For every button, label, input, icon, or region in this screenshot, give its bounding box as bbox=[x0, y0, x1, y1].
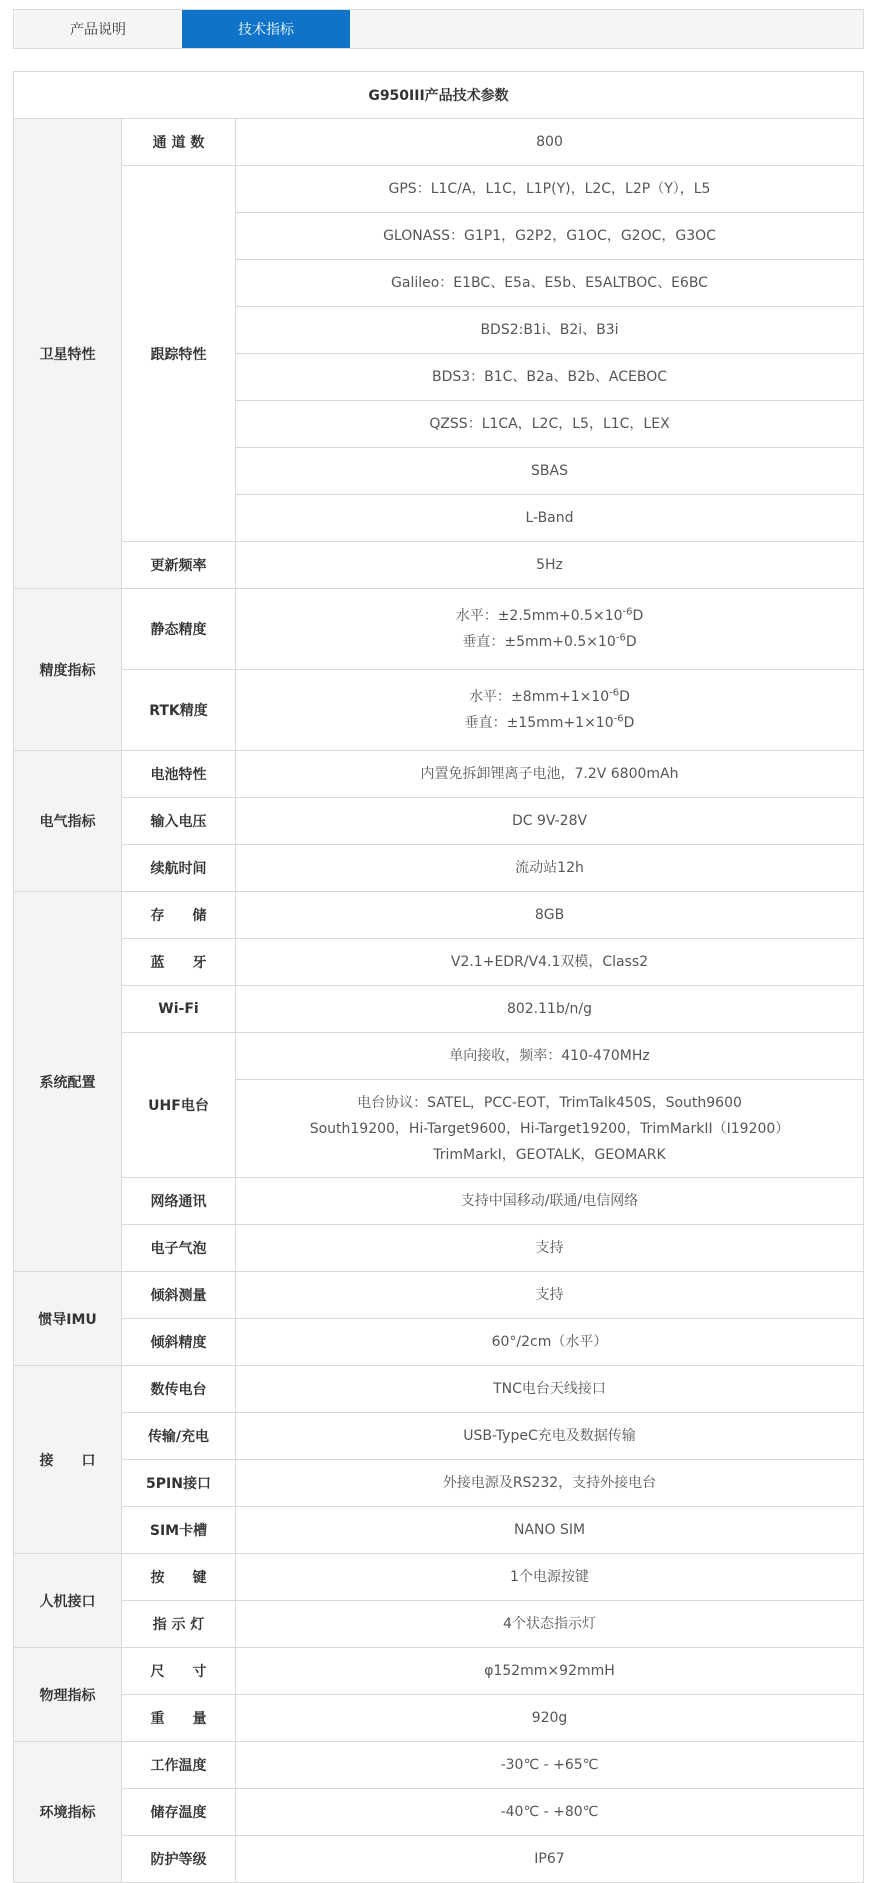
tab-bar bbox=[13, 9, 864, 49]
value-sim: NANO SIM bbox=[236, 1507, 864, 1554]
label-electronic-bubble: 电子气泡 bbox=[122, 1225, 236, 1272]
value-5pin: 外接电源及RS232，支持外接电台 bbox=[236, 1460, 864, 1507]
label-channels: 通 道 数 bbox=[122, 119, 236, 166]
label-rtk-accuracy: RTK精度 bbox=[122, 670, 236, 751]
value-static-accuracy bbox=[236, 589, 864, 670]
category-system: 系统配置 bbox=[14, 892, 122, 1272]
static-horizontal: 水平：$\pm 2.5mm+0.5\times 10^{-6}D$ bbox=[455, 606, 644, 624]
table-row bbox=[14, 1178, 864, 1225]
table-row bbox=[14, 939, 864, 986]
value-tracking-galileo: Galileo：E1BC、E5a、E5b、E5ALTBOC、E6BC bbox=[236, 260, 864, 307]
table-row bbox=[14, 1507, 864, 1554]
table-row bbox=[14, 1601, 864, 1648]
table-row bbox=[14, 798, 864, 845]
label-sim: SIM卡槽 bbox=[122, 1507, 236, 1554]
category-hmi: 人机接口 bbox=[14, 1554, 122, 1648]
label-weight: 重 量 bbox=[122, 1695, 236, 1742]
table-row bbox=[14, 589, 864, 670]
label-battery: 电池特性 bbox=[122, 751, 236, 798]
label-static-accuracy: 静态精度 bbox=[122, 589, 236, 670]
value-channels: 800 bbox=[236, 119, 864, 166]
label-tilt-accuracy: 倾斜精度 bbox=[122, 1319, 236, 1366]
value-tracking-gps: GPS：L1C/A，L1C，L1P(Y)，L2C，L2P（Y），L5 bbox=[236, 166, 864, 213]
label-size: 尺 寸 bbox=[122, 1648, 236, 1695]
table-row bbox=[14, 986, 864, 1033]
value-tracking-glonass: GLONASS：G1P1，G2P2，G1OC，G2OC，G3OC bbox=[236, 213, 864, 260]
value-tilt-measure: 支持 bbox=[236, 1272, 864, 1319]
table-title: G950III产品技术参数 bbox=[14, 72, 864, 119]
value-update-rate: 5Hz bbox=[236, 542, 864, 589]
table-row bbox=[14, 1033, 864, 1080]
value-tracking-bds3: BDS3：B1C、B2a、B2b、ACEBOC bbox=[236, 354, 864, 401]
table-row bbox=[14, 1695, 864, 1742]
value-wifi: 802.11b/n/g bbox=[236, 986, 864, 1033]
value-tracking-qzss: QZSS：L1CA，L2C，L5，L1C，LEX bbox=[236, 401, 864, 448]
table-row bbox=[14, 845, 864, 892]
category-interface: 接 口 bbox=[14, 1366, 122, 1554]
label-ip-rating: 防护等级 bbox=[122, 1836, 236, 1883]
table-row bbox=[14, 1366, 864, 1413]
value-radio: TNC电台天线接口 bbox=[236, 1366, 864, 1413]
label-store-temp: 储存温度 bbox=[122, 1789, 236, 1836]
value-battery: 内置免拆卸锂离子电池，7.2V 6800mAh bbox=[236, 751, 864, 798]
uhf-protocol-line-3: TrimMarkI，GEOTALK，GEOMARK bbox=[433, 1146, 666, 1163]
value-input-voltage: DC 9V-28V bbox=[236, 798, 864, 845]
table-row bbox=[14, 1648, 864, 1695]
rtk-horizontal: 水平：$\pm 8mm+1\times 10^{-6}D$ bbox=[469, 687, 630, 705]
static-vertical: 垂直：$\pm 5mm+0.5\times 10^{-6}D$ bbox=[462, 632, 637, 650]
label-tilt-measure: 倾斜测量 bbox=[122, 1272, 236, 1319]
value-network: 支持中国移动/联通/电信网络 bbox=[236, 1178, 864, 1225]
table-row bbox=[14, 1225, 864, 1272]
table-row bbox=[14, 1742, 864, 1789]
table-row bbox=[14, 166, 864, 213]
value-uhf-protocol bbox=[236, 1080, 864, 1178]
label-bluetooth: 蓝 牙 bbox=[122, 939, 236, 986]
table-row bbox=[14, 1413, 864, 1460]
category-satellite: 卫星特性 bbox=[14, 119, 122, 589]
table-row bbox=[14, 119, 864, 166]
rtk-vertical: 垂直：$\pm 15mm+1\times 10^{-6}D$ bbox=[464, 713, 635, 731]
tab-technical-specs[interactable]: 技术指标 bbox=[182, 10, 350, 48]
table-row bbox=[14, 751, 864, 798]
label-input-voltage: 输入电压 bbox=[122, 798, 236, 845]
value-storage: 8GB bbox=[236, 892, 864, 939]
value-bluetooth: V2.1+EDR/V4.1双模，Class2 bbox=[236, 939, 864, 986]
category-imu: 惯导IMU bbox=[14, 1272, 122, 1366]
label-update-rate: 更新频率 bbox=[122, 542, 236, 589]
table-row bbox=[14, 1789, 864, 1836]
table-row bbox=[14, 670, 864, 751]
label-led: 指 示 灯 bbox=[122, 1601, 236, 1648]
label-wifi: Wi-Fi bbox=[122, 986, 236, 1033]
table-row bbox=[14, 892, 864, 939]
value-tracking-lband: L-Band bbox=[236, 495, 864, 542]
category-physical: 物理指标 bbox=[14, 1648, 122, 1742]
table-row bbox=[14, 1319, 864, 1366]
category-accuracy: 精度指标 bbox=[14, 589, 122, 751]
value-endurance: 流动站12h bbox=[236, 845, 864, 892]
uhf-protocol-line-2: South19200，Hi-Target9600，Hi-Target19200，TrimMarkII（I19200） bbox=[309, 1120, 790, 1137]
value-work-temp: -30℃ - +65℃ bbox=[236, 1742, 864, 1789]
category-environment: 环境指标 bbox=[14, 1742, 122, 1883]
table-row bbox=[14, 1272, 864, 1319]
label-network: 网络通讯 bbox=[122, 1178, 236, 1225]
table-row bbox=[14, 542, 864, 589]
value-tracking-bds2: BDS2:B1i、B2i、B3i bbox=[236, 307, 864, 354]
label-uhf-radio: UHF电台 bbox=[122, 1033, 236, 1178]
label-work-temp: 工作温度 bbox=[122, 1742, 236, 1789]
value-led: 4个状态指示灯 bbox=[236, 1601, 864, 1648]
value-electronic-bubble: 支持 bbox=[236, 1225, 864, 1272]
label-key: 按 键 bbox=[122, 1554, 236, 1601]
table-row bbox=[14, 1554, 864, 1601]
table-row bbox=[14, 1460, 864, 1507]
value-ip-rating: IP67 bbox=[236, 1836, 864, 1883]
value-key: 1个电源按键 bbox=[236, 1554, 864, 1601]
spec-table bbox=[13, 71, 864, 1883]
tab-product-description[interactable]: 产品说明 bbox=[70, 22, 126, 38]
value-uhf-frequency: 单向接收，频率：410-470MHz bbox=[236, 1033, 864, 1080]
label-5pin: 5PIN接口 bbox=[122, 1460, 236, 1507]
value-transfer: USB-TypeC充电及数据传输 bbox=[236, 1413, 864, 1460]
value-size: φ152mm×92mmH bbox=[236, 1648, 864, 1695]
label-radio: 数传电台 bbox=[122, 1366, 236, 1413]
category-electrical: 电气指标 bbox=[14, 751, 122, 892]
label-transfer: 传输/充电 bbox=[122, 1413, 236, 1460]
value-rtk-accuracy bbox=[236, 670, 864, 751]
uhf-protocol-line-1: 电台协议：SATEL，PCC-EOT，TrimTalk450S，South9600 bbox=[357, 1094, 742, 1111]
label-storage: 存 储 bbox=[122, 892, 236, 939]
label-endurance: 续航时间 bbox=[122, 845, 236, 892]
value-weight: 920g bbox=[236, 1695, 864, 1742]
value-store-temp: -40℃ - +80℃ bbox=[236, 1789, 864, 1836]
table-row bbox=[14, 1836, 864, 1883]
value-tilt-accuracy: 60°/2cm（水平） bbox=[236, 1319, 864, 1366]
value-tracking-sbas: SBAS bbox=[236, 448, 864, 495]
label-tracking: 跟踪特性 bbox=[122, 166, 236, 542]
